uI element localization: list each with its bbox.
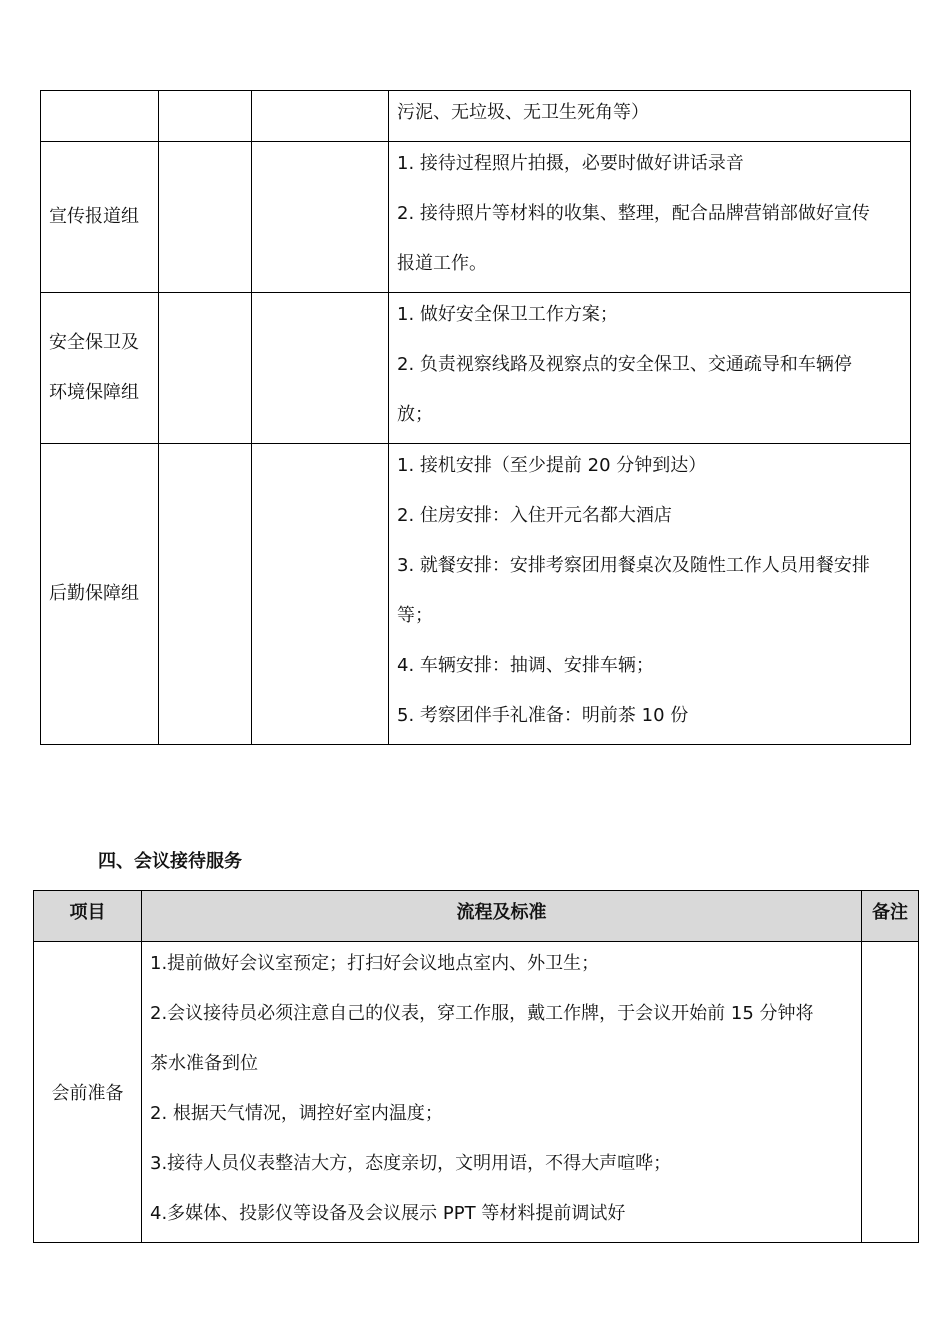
- duty-line: 5. 考察团伴手礼准备：明前茶 10 份: [397, 705, 689, 726]
- empty-cell: [252, 142, 389, 293]
- duty-line: 等；: [397, 605, 433, 626]
- table-row: [41, 91, 911, 142]
- process-line: 2. 根据天气情况，调控好室内温度；: [150, 1103, 443, 1124]
- process-line: 4.多媒体、投影仪等设备及会议展示 PPT 等材料提前调试好: [150, 1203, 626, 1224]
- duties-cell: [389, 91, 911, 142]
- meeting-service-table: [33, 890, 919, 1243]
- table-row: [41, 293, 911, 444]
- empty-cell: [159, 293, 252, 444]
- table-row: [34, 942, 919, 1243]
- duty-line: 2. 接待照片等材料的收集、整理，配合品牌营销部做好宣传: [397, 203, 870, 224]
- duty-line: 污泥、无垃圾、无卫生死角等）: [397, 102, 649, 123]
- group-name-cell: [41, 91, 159, 142]
- item-name-cell: 会前准备: [34, 942, 142, 1243]
- duty-groups-table: [40, 90, 911, 745]
- table-row: [41, 444, 911, 745]
- group-name-cell: [41, 293, 159, 444]
- table-header-row: [34, 891, 919, 942]
- process-line: 2.会议接待员必须注意自己的仪表，穿工作服，戴工作牌，于会议开始前 15 分钟将: [150, 1003, 814, 1024]
- group-name-line: 环境保障组: [49, 382, 139, 403]
- duty-line: 放；: [397, 404, 433, 425]
- empty-cell: [252, 293, 389, 444]
- duties-cell: [389, 293, 911, 444]
- empty-cell: [159, 91, 252, 142]
- empty-cell: [252, 91, 389, 142]
- duty-line: 3. 就餐安排：安排考察团用餐桌次及随性工作人员用餐安排: [397, 555, 870, 576]
- empty-cell: [159, 142, 252, 293]
- section-heading: 四、会议接待服务: [98, 851, 242, 872]
- duty-line: 1. 做好安全保卫工作方案；: [397, 304, 618, 325]
- process-line: 3.接待人员仪表整洁大方，态度亲切，文明用语，不得大声喧哗；: [150, 1153, 672, 1174]
- group-name-cell: 后勤保障组: [41, 444, 159, 745]
- note-cell: [862, 942, 919, 1243]
- duty-line: 1. 接机安排（至少提前 20 分钟到达）: [397, 455, 707, 476]
- column-header-item: 项目: [34, 891, 142, 942]
- duty-line: 4. 车辆安排：抽调、安排车辆；: [397, 655, 654, 676]
- duties-cell: [389, 444, 911, 745]
- duty-line: 报道工作。: [397, 253, 487, 274]
- process-line: 茶水准备到位: [150, 1053, 258, 1074]
- duties-cell: [389, 142, 911, 293]
- table-row: [41, 142, 911, 293]
- process-line: 1.提前做好会议室预定；打扫好会议地点室内、外卫生；: [150, 953, 600, 974]
- column-header-process: 流程及标准: [142, 891, 862, 942]
- duty-line: 1. 接待过程照片拍摄，必要时做好讲话录音: [397, 153, 744, 174]
- empty-cell: [252, 444, 389, 745]
- group-name-line: 安全保卫及: [49, 332, 139, 353]
- duty-line: 2. 负责视察线路及视察点的安全保卫、交通疏导和车辆停: [397, 354, 852, 375]
- empty-cell: [159, 444, 252, 745]
- group-name-cell: 宣传报道组: [41, 142, 159, 293]
- column-header-note: 备注: [862, 891, 919, 942]
- process-cell: [142, 942, 862, 1243]
- duty-line: 2. 住房安排：入住开元名都大酒店: [397, 505, 672, 526]
